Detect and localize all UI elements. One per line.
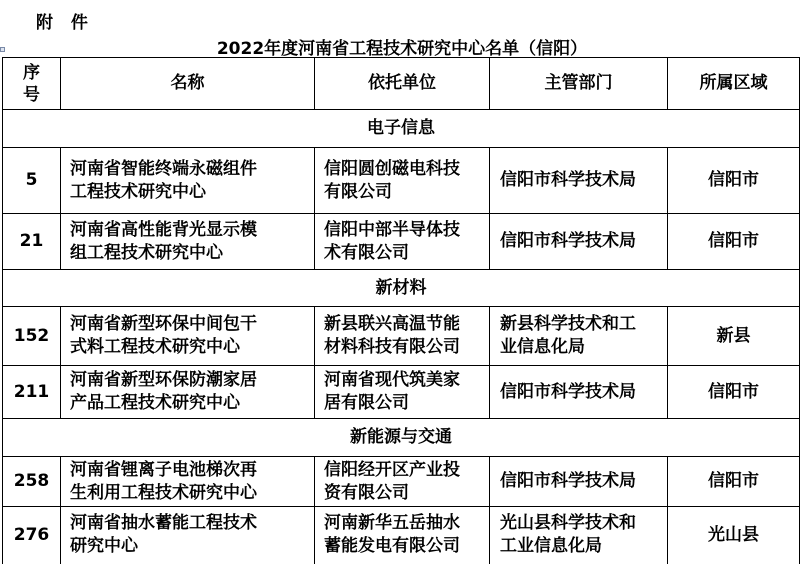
attachment-label: 附 件 <box>36 13 94 33</box>
host-unit-line2: 材料科技有限公司 <box>324 337 460 357</box>
department <box>490 148 668 214</box>
region: 信阳市 <box>668 366 800 419</box>
department <box>490 307 668 366</box>
center-name-line1: 河南省新型环保中间包干 <box>70 314 257 334</box>
row-number: 258 <box>3 457 61 507</box>
department-line2: 工业信息化局 <box>500 536 602 557</box>
section-row-new-energy <box>3 419 800 457</box>
center-name <box>61 366 315 419</box>
host-unit-line2: 资有限公司 <box>324 482 409 503</box>
table-move-handle[interactable] <box>0 47 5 52</box>
column-header-host-unit: 依托单位 <box>315 58 490 110</box>
region: 光山县 <box>668 507 800 564</box>
host-unit-line2: 居有限公司 <box>324 393 409 413</box>
host-unit <box>315 457 490 507</box>
host-unit-line1: 信阳中部半导体技 <box>324 219 460 240</box>
section-title: 新材料 <box>3 270 800 307</box>
host-unit-line2: 蓄能发电有限公司 <box>324 536 460 557</box>
table-row <box>3 457 800 507</box>
section-title: 电子信息 <box>3 110 800 148</box>
column-header-name: 名称 <box>61 58 315 110</box>
center-name-line1: 河南省智能终端永磁组件 <box>70 158 257 179</box>
center-name-line2: 研究中心 <box>70 536 138 557</box>
host-unit-line2: 有限公司 <box>324 181 392 202</box>
row-number: 152 <box>3 307 61 366</box>
center-name <box>61 214 315 270</box>
department-line1: 信阳市科学技术局 <box>500 170 636 190</box>
section-row-new-materials <box>3 270 800 307</box>
center-name <box>61 148 315 214</box>
column-header-number-line2: 号 <box>23 84 40 105</box>
section-row-electronics <box>3 110 800 148</box>
host-unit-line2: 术有限公司 <box>324 242 409 263</box>
center-name-line1: 河南省高性能背光显示模 <box>70 219 257 240</box>
host-unit-line1: 新县联兴高温节能 <box>324 314 460 334</box>
table-row <box>3 214 800 270</box>
department-line1: 新县科学技术和工 <box>500 314 636 334</box>
row-number: 276 <box>3 507 61 564</box>
host-unit-line1: 信阳经开区产业投 <box>324 459 460 480</box>
region: 信阳市 <box>668 214 800 270</box>
table-header-row <box>3 58 800 110</box>
center-name-line1: 河南省抽水蓄能工程技术 <box>70 513 257 534</box>
department-line2: 业信息化局 <box>500 337 585 357</box>
section-title: 新能源与交通 <box>3 419 800 457</box>
center-name-line1: 河南省新型环保防潮家居 <box>70 370 257 390</box>
center-name-line2: 组工程技术研究中心 <box>70 242 223 263</box>
document-title: 2022年度河南省工程技术研究中心名单（信阳） <box>216 39 588 59</box>
host-unit <box>315 507 490 564</box>
department <box>490 507 668 564</box>
center-name-line2: 式料工程技术研究中心 <box>70 337 240 357</box>
host-unit-line1: 河南新华五岳抽水 <box>324 513 460 534</box>
department-line1: 信阳市科学技术局 <box>500 471 636 491</box>
center-name <box>61 507 315 564</box>
table-row <box>3 307 800 366</box>
column-header-number <box>3 58 61 110</box>
host-unit <box>315 214 490 270</box>
department-line1: 信阳市科学技术局 <box>500 381 636 402</box>
table-row <box>3 148 800 214</box>
department-line1: 光山县科学技术和 <box>500 513 636 534</box>
table-row <box>3 366 800 419</box>
region: 新县 <box>668 307 800 366</box>
center-name <box>61 307 315 366</box>
department <box>490 457 668 507</box>
host-unit-line1: 信阳圆创磁电科技 <box>324 158 460 179</box>
host-unit-line1: 河南省现代筑美家 <box>324 370 460 390</box>
center-name-line1: 河南省锂离子电池梯次再 <box>70 459 257 480</box>
column-header-region: 所属区域 <box>668 58 800 110</box>
center-name-line2: 产品工程技术研究中心 <box>70 393 240 413</box>
region: 信阳市 <box>668 457 800 507</box>
column-header-department: 主管部门 <box>490 58 668 110</box>
region: 信阳市 <box>668 148 800 214</box>
center-list-table <box>2 57 800 564</box>
center-name <box>61 457 315 507</box>
table-row <box>3 507 800 564</box>
host-unit <box>315 148 490 214</box>
row-number: 5 <box>3 148 61 214</box>
host-unit <box>315 307 490 366</box>
center-name-line2: 工程技术研究中心 <box>70 181 206 202</box>
row-number: 211 <box>3 366 61 419</box>
department <box>490 214 668 270</box>
department-line1: 信阳市科学技术局 <box>500 231 636 251</box>
department <box>490 366 668 419</box>
column-header-number-line1: 序 <box>23 62 40 83</box>
host-unit <box>315 366 490 419</box>
center-name-line2: 生利用工程技术研究中心 <box>70 482 257 503</box>
row-number: 21 <box>3 214 61 270</box>
